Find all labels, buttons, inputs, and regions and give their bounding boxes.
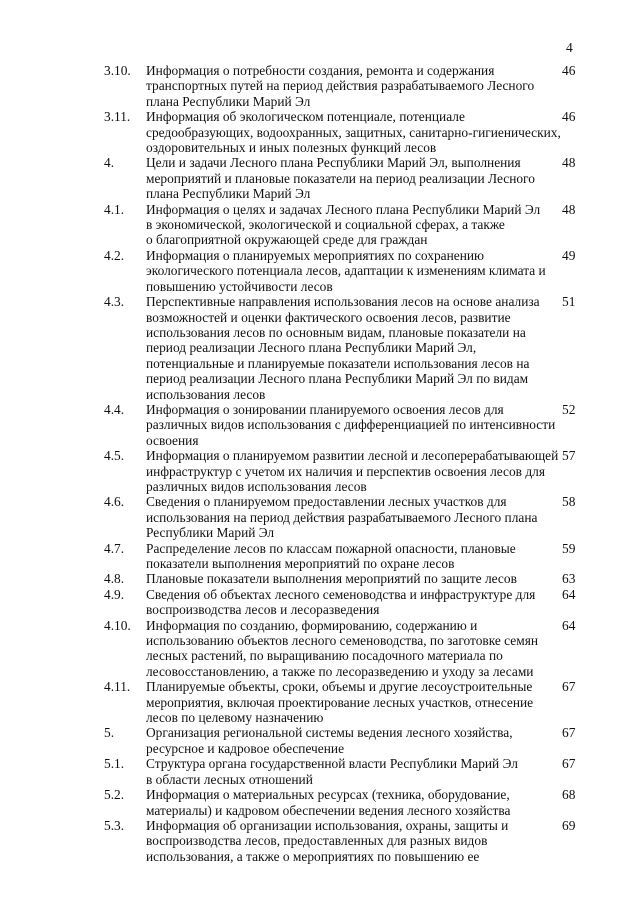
toc-entry [0,294,640,402]
toc-entry-number: 4.1. [104,201,125,217]
toc-entry-title-line: в области лесных отношений [146,771,313,787]
toc-entry-title-line: использования лесов по основным видам, плановые показатели на [146,324,526,340]
toc-entry-title-line: воспроизводства лесов и лесоразведения [146,602,380,618]
toc-entry-title [146,401,556,448]
toc-entry [0,155,640,201]
toc-entry-number: 4.3. [104,294,125,310]
toc-entry [0,448,640,494]
toc-entry-title [146,248,548,294]
toc-entry-number: 5. [104,725,115,741]
toc-entry-title-line: о благоприятной окружающей среде для граждан [146,232,428,248]
toc-entry-title-line: различных видов использования лесов [146,478,367,494]
toc-entry [0,63,640,109]
toc-entry-title-line: воспроизводства лесов, предоставленных для разных видов [146,833,488,849]
toc-entry-title-line: ресурсное и кадровое обеспечение [146,740,345,756]
toc-entry [0,571,640,586]
toc-entry-number: 4.10. [104,617,131,633]
toc-entry-title [146,787,548,818]
toc-entry-page: 46 [562,109,576,125]
toc-entry [0,818,640,864]
toc-entry-title-line: мероприятия, включая проектирование лесных участков, отнесение [146,694,534,710]
toc-entry-number: 5.1. [104,756,125,772]
toc-entry [0,679,640,725]
toc-entry-title-line: использования на период действия разрабатываемого Лесного плана [146,509,538,525]
toc-entry-title-line: Цели и задачи Лесного плана Республики Марий Эл, выполнения [146,155,521,171]
toc-entry-title-line: возможностей и оценки фактического освоения лесов, развитие [146,309,511,325]
page-number: 4 [566,40,573,55]
toc-entry-page: 49 [562,247,576,263]
toc-entry-page: 68 [562,787,576,803]
toc-entry-title-line: Плановые показатели выполнения мероприятий по защите лесов [146,571,517,587]
toc-entry-page: 63 [562,571,576,587]
toc-entry-title [146,818,548,864]
toc-entry-page: 59 [562,540,576,556]
toc-entry-title-line: повышению устойчивости лесов [146,278,333,294]
toc-entry-title [146,725,548,756]
toc-entry-page: 46 [562,63,576,78]
toc-entry-page: 58 [562,494,576,510]
toc-entry-title-line: период реализации Лесного плана Республики Марий Эл, [146,340,477,356]
toc-entry-title [146,109,561,156]
toc-entry [0,618,640,680]
toc-entry-title-line: Республики Марий Эл [146,525,275,541]
toc-entry-title-line: Информация об экологическом потенциале, потенциале [146,109,465,125]
toc-entry-page: 67 [562,756,576,772]
toc-entry-title [146,494,548,540]
toc-entry-title-line: Информация по созданию, формированию, содержанию и [146,617,478,633]
toc-entry-title [146,541,548,572]
toc-entry-page: 64 [562,586,576,602]
toc-entry [0,494,640,540]
toc-entry-page: 69 [562,817,576,833]
table-of-contents [0,63,640,864]
toc-entry-title-line: инфраструктур с учетом их наличия и перспектив освоения лесов для [146,463,546,479]
toc-entry-title-line: Информация о целях и задачах Лесного плана Республики Марий Эл [146,201,541,217]
toc-entry [0,725,640,756]
toc-entry-title [146,448,559,494]
toc-entry-title-line: экологического потенциала лесов, адаптации к изменениям климата и [146,263,546,279]
toc-entry-title-line: Сведения об объектах лесного семеноводства и инфраструктуре для [146,586,536,602]
toc-entry-title-line: мероприятий и плановые показатели на период реализации Лесного [146,170,535,186]
toc-entry-page: 48 [562,201,576,217]
toc-entry-page: 67 [562,725,576,741]
toc-entry-title-line: Организация региональной системы ведения лесного хозяйства, [146,725,513,741]
toc-entry-number: 4.11. [104,679,131,695]
toc-entry-page: 48 [562,155,576,171]
toc-entry [0,202,640,248]
toc-entry-number: 5.2. [104,787,125,803]
toc-entry-title-line: плана Республики Марий Эл [146,93,311,109]
toc-entry-number: 4.6. [104,494,125,510]
toc-entry-page: 51 [562,294,576,310]
toc-entry-title [146,587,548,618]
toc-entry-title-line: Информация о планируемом развитии лесной и лесоперерабатывающей [146,448,559,464]
toc-entry-number: 4.2. [104,247,125,263]
toc-entry-title-line: оздоровительных и иных полезных функций лесов [146,140,437,156]
toc-entry-title [146,202,548,248]
toc-entry-title-line: Структура органа государственной власти Республики Марий Эл [146,756,518,772]
toc-entry-title-line: показатели выполнения мероприятий по охране лесов [146,556,455,571]
toc-entry-title-line: плана Республики Марий Эл [146,186,311,202]
toc-entry-title-line: период реализации Лесного плана Республики Марий Эл по видам [146,371,529,387]
toc-entry-title [146,155,548,201]
toc-entry-title-line: транспортных путей на период действия разрабатываемого Лесного [146,78,535,94]
toc-entry [0,402,640,448]
toc-entry-page: 67 [562,679,576,695]
toc-entry-number: 4.9. [104,586,125,602]
toc-entry [0,787,640,818]
toc-entry-title-line: средообразующих, водоохранных, защитных, санитарно-гигиенических, [146,124,561,140]
toc-entry-title-line: лесовосстановлению, а также по лесоразведению и уходу за лесами [146,663,534,679]
toc-entry-title-line: использования лесов [146,386,266,402]
toc-entry-title [146,618,548,680]
toc-entry-title [146,571,548,586]
toc-entry-title-line: освоения [146,432,199,448]
toc-entry [0,541,640,572]
toc-entry-title-line: различных видов использования с дифференциацией по интенсивности [146,417,556,433]
toc-entry-title-line: в экономической, экологической и социальной сферах, а также [146,217,505,233]
toc-entry-title [146,756,548,787]
toc-entry-title [146,63,548,109]
toc-entry-title-line: лесных растений, по выращиванию посадочного материала по [146,648,503,664]
toc-entry-title-line: Информация о зонировании планируемого освоения лесов для [146,401,504,417]
toc-entry-title-line: Информация о материальных ресурсах (техника, оборудование, [146,787,510,803]
toc-entry-number: 4.5. [104,448,125,464]
toc-entry-number: 4. [104,155,115,171]
toc-entry-title-line: Сведения о планируемом предоставлении лесных участков для [146,494,507,510]
toc-entry-number: 5.3. [104,817,125,833]
toc-entry [0,756,640,787]
toc-entry [0,587,640,618]
toc-entry-title [146,679,548,725]
toc-entry-title [146,294,548,402]
toc-entry-page: 64 [562,617,576,633]
toc-entry [0,109,640,155]
toc-entry-number: 4.8. [104,571,125,587]
toc-entry [0,248,640,294]
toc-entry-number: 3.10. [104,63,131,78]
toc-entry-title-line: лесов по целевому назначению [146,710,324,726]
toc-entry-page: 52 [562,401,576,417]
toc-entry-number: 4.7. [104,540,125,556]
toc-entry-title-line: использования, а также о мероприятиях по повышению ее [146,848,480,864]
toc-entry-title-line: материалы) и кадровом обеспечении ведения лесного хозяйства [146,802,511,818]
toc-entry-title-line: потенциальные и планируемые показатели использования лесов на [146,355,530,371]
toc-entry-title-line: Информация о планируемых мероприятиях по сохранению [146,247,485,263]
toc-entry-title-line: Информация об организации использования, охраны, защиты и [146,817,509,833]
toc-entry-title-line: Информация о потребности создания, ремонта и содержания [146,63,495,78]
toc-entry-title-line: Перспективные направления использования лесов на основе анализа [146,294,540,310]
toc-entry-number: 3.11. [104,109,131,125]
toc-entry-title-line: использованию объектов лесного семеноводства, по заготовке семян [146,633,539,649]
toc-entry-title-line: Планируемые объекты, сроки, объемы и другие лесоустроительные [146,679,533,695]
toc-entry-number: 4.4. [104,401,125,417]
toc-entry-title-line: Распределение лесов по классам пожарной опасности, плановые [146,540,516,556]
toc-entry-page: 57 [562,448,576,464]
